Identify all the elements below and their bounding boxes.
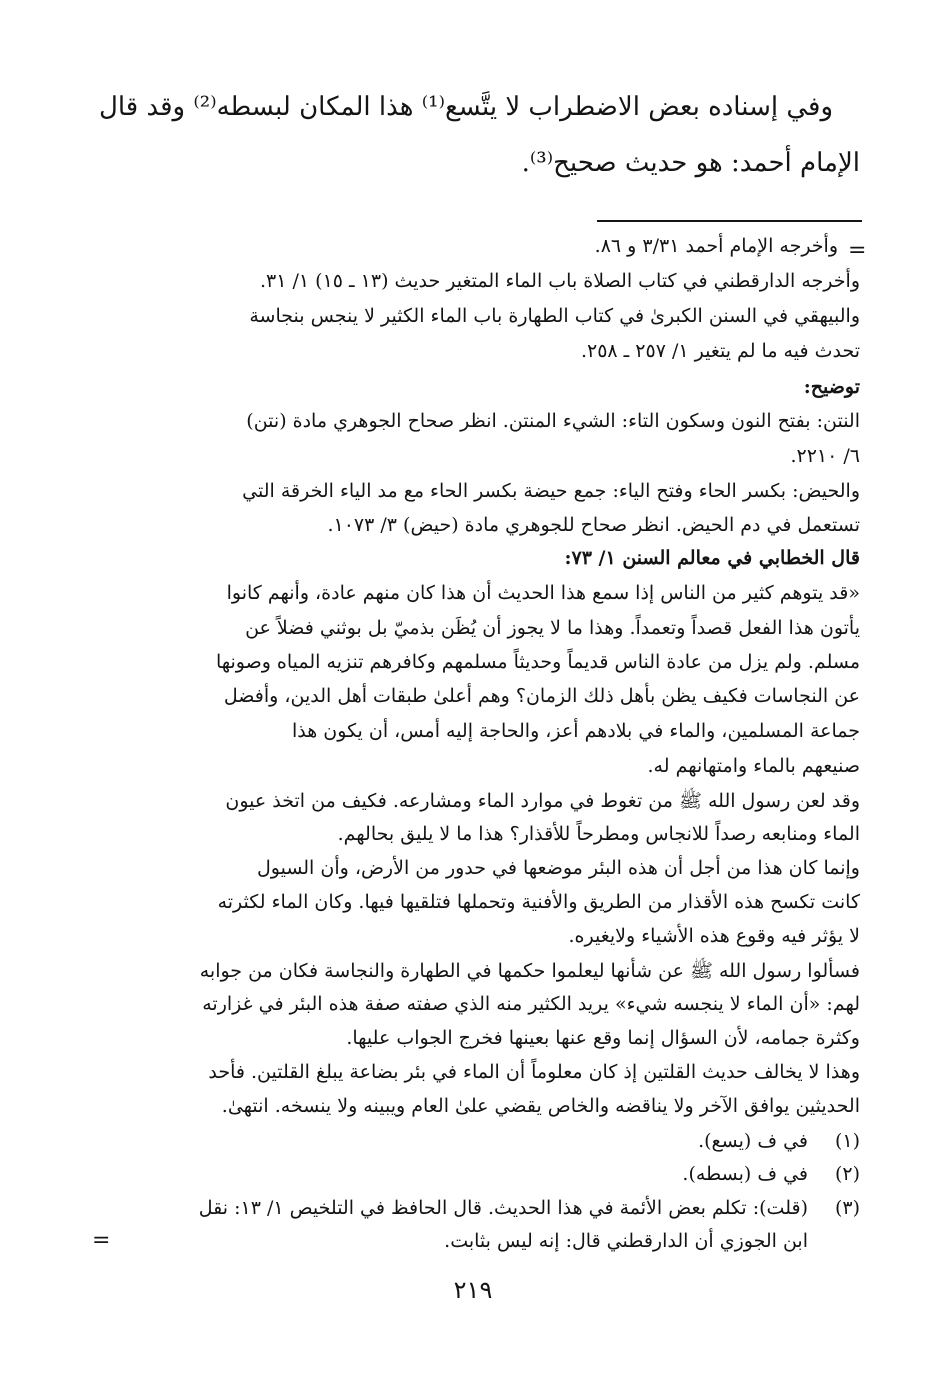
footnote-line: وأخرجه الإمام أحمد ٣/٣١ و ٨٦. bbox=[594, 235, 838, 257]
footnote-line: والبيهقي في السنن الكبرىٰ في كتاب الطهارة باب الماء الكثير لا ينجس بنجاسة bbox=[249, 305, 860, 327]
explanation-heading: توضيح: bbox=[803, 376, 860, 398]
footnote-line: مسلم. ولم يزل من عادة الناس قديماً وحديثاً مسلمهم وكافرهم تنزيه المياه وصونها bbox=[215, 651, 860, 673]
note-text-continued: ابن الجوزي أن الدارقطني قال: إنه ليس بثابت. bbox=[444, 1230, 808, 1252]
footnote-line: وقد لعن رسول الله ﷺ من تغوط في موارد الماء ومشارعه. فكيف من اتخذ عيون bbox=[225, 790, 860, 812]
footnote-line: النتن: بفتح النون وسكون التاء: الشيء المنتن. انظر صحاح الجوهري مادة (نتن) bbox=[246, 410, 860, 432]
note-text: (قلت): تكلم بعض الأئمة في هذا الحديث. قال الحافظ في التلخيص ١/ ١٣: نقل bbox=[198, 1197, 808, 1219]
main-text-line-2: الإمام أحمد: هو حديث صحيح⁽³⁾. bbox=[521, 148, 860, 178]
footnote-separator bbox=[597, 220, 862, 222]
khattabi-heading: قال الخطابي في معالم السنن ١/ ٧٣: bbox=[564, 547, 860, 569]
note-number: (٢) bbox=[834, 1163, 860, 1185]
note-number: (٣) bbox=[834, 1197, 860, 1219]
footnote-line: ٦/ ٢٢١٠. bbox=[790, 445, 860, 467]
footnote-line: عن النجاسات فكيف يظن بأهل ذلك الزمان؟ وهم أعلىٰ طبقات أهل الدين، وأفضل bbox=[223, 685, 860, 707]
footnote-line: والحيض: بكسر الحاء وفتح الياء: جمع حيضة بكسر الحاء مع مد الياء الخرقة التي bbox=[242, 480, 860, 502]
page-number: ٢١٩ bbox=[453, 1276, 493, 1304]
main-text-line-1: وفي إسناده بعض الاضطراب لا يتَّسع⁽¹⁾ هذا المكان لبسطه⁽²⁾ وقد قال bbox=[98, 92, 833, 122]
footnote-line: وأخرجه الدارقطني في كتاب الصلاة باب الماء المتغير حديث (١٣ ـ ١٥) ١/ ٣١. bbox=[260, 270, 860, 292]
footnote-line: وإنما كان هذا من أجل أن هذه البئر موضعها في حدور من الأرض، وأن السيول bbox=[256, 857, 860, 879]
footnote-line: تستعمل في دم الحيض. انظر صحاح للجوهري مادة (حيض) ٣/ ١٠٧٣. bbox=[327, 514, 860, 536]
footnote-line: صنيعهم بالماء وامتهانهم له. bbox=[647, 755, 860, 777]
footnote-line: وكثرة جمامه، لأن السؤال إنما وقع عنها بعينها فخرج الجواب عليها. bbox=[346, 1027, 860, 1049]
continuation-mark-bottom: = bbox=[92, 1228, 111, 1253]
footnote-line: الماء ومنابعه رصداً للانجاس ومطرحاً للأقذار؟ هذا ما لا يليق بحالهم. bbox=[337, 823, 860, 845]
note-text: في ف (بسطه). bbox=[682, 1163, 808, 1185]
footnote-line: يأتون هذا الفعل قصداً وتعمداً. وهذا ما لا يجوز أن يُظَن بذميّ بل بوثني فضلاً عن bbox=[245, 617, 860, 639]
footnote-line: كانت تكسح هذه الأقذار من الطريق والأفنية وتحملها فتلقيها فيها. وكان الماء لكثرته bbox=[217, 891, 860, 913]
footnote-line: وهذا لا يخالف حديث القلتين إذ كان معلوماً أن الماء في بئر بضاعة يبلغ القلتين. فأحد bbox=[208, 1061, 860, 1083]
footnote-line: لا يؤثر فيه وقوع هذه الأشياء ولايغيره. bbox=[568, 925, 860, 947]
note-text: في ف (يسع). bbox=[698, 1130, 808, 1152]
footnote-line: تحدث فيه ما لم يتغير ١/ ٢٥٧ ـ ٢٥٨. bbox=[580, 340, 860, 362]
footnote-line: فسألوا رسول الله ﷺ عن شأنها ليعلموا حكمها في الطهارة والنجاسة فكان من جوابه bbox=[199, 960, 860, 982]
footnote-line: الحديثين يوافق الآخر ولا يناقضه والخاص يقضي علىٰ العام ويبينه ولا ينسخه. انتهىٰ. bbox=[221, 1095, 860, 1117]
footnote-line: جماعة المسلمين، والماء في بلادهم أعز، والحاجة إليه أمس، أن يكون هذا bbox=[291, 720, 860, 742]
note-number: (١) bbox=[834, 1130, 860, 1152]
continuation-mark-top: = bbox=[848, 238, 867, 263]
footnote-line: لهم: «أن الماء لا ينجسه شيء» يريد الكثير منه الذي صفته صفة هذه البئر في غزارته bbox=[202, 993, 860, 1015]
footnote-line: «قد يتوهم كثير من الناس إذا سمع هذا الحديث أن هذا كان منهم عادة، وأنهم كانوا bbox=[226, 582, 860, 604]
